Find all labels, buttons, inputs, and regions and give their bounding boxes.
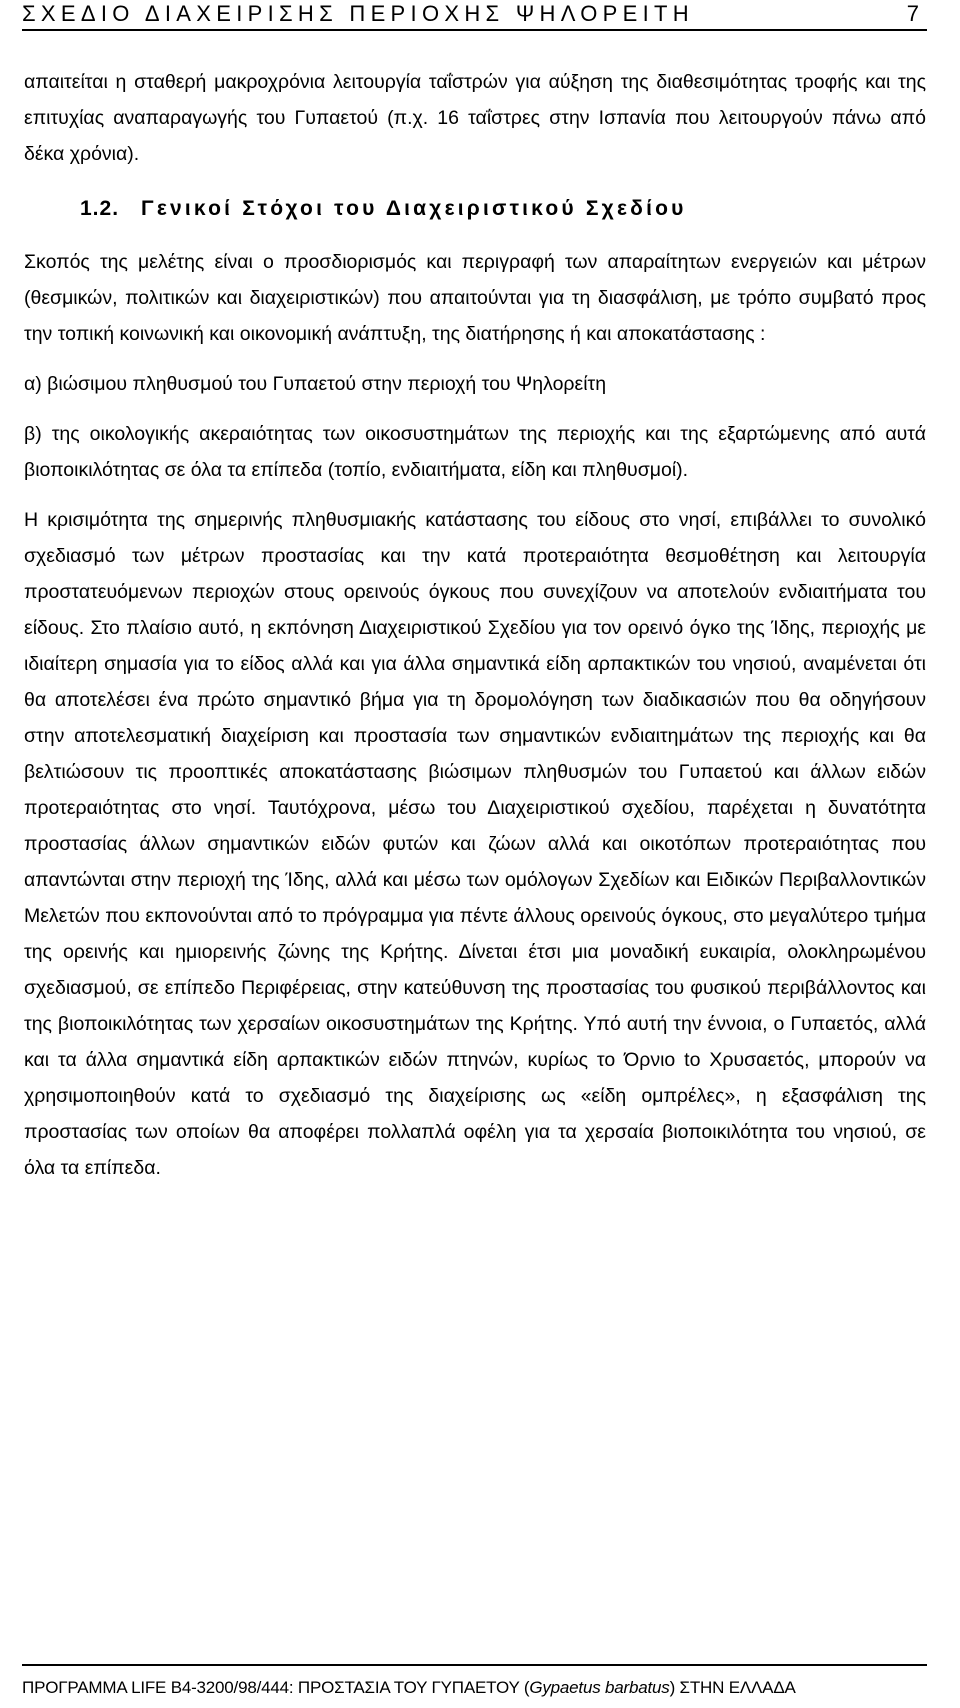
footer-suffix: ) ΣΤΗΝ ΕΛΛΑΔΑ bbox=[669, 1678, 796, 1697]
list-item-b: β) της οικολογικής ακεραιότητας των οικοσυστημάτων της περιοχής και της εξαρτώμενης από αυτά βιοποικιλότητας σε όλα τα επίπεδα (τοπίο, ενδιαιτήματα, είδη και πληθυσμοί). bbox=[24, 423, 926, 481]
main-paragraph: Η κρισιμότητα της σημερινής πληθυσμιακής κατάστασης του είδους στο νησί, επιβάλλει το συνολικό σχεδιασμό των μέτρων προστασίας και την κατά προτεραιότητα θεσμοθέτηση και λειτουργία προστατευόμενων περιοχών στους ορεινούς όγκους που συνεχίζουν να αποτελούν ενδιαιτήματα του είδους. Στο πλαίσιο αυτό, η εκπόνηση Διαχειριστικού Σχεδίου για τον ορεινό όγκο της Ίδης, περιοχής με ιδιαίτερη σημασία για το είδος αλλά και για άλλα σημαντικά είδη αρπακτικών του νησιού, αναμένεται ότι θα αποτελέσει ένα πρώτο σημαντικό βήμα για τη δρομολόγηση των διαδικασιών που θα οδηγήσουν στην αποτελεσματική διαχείριση και προστασία των σημαντικών ενδιαιτημάτων της περιοχής και θα βελτιώσουν τις προοπτικές αποκατάστασης βιώσιμων πληθυσμών του Γυπαετού και άλλων ειδών προτεραιότητας στο νησί. Ταυτόχρονα, μέσω του Διαχειριστικού σχεδίου, παρέχεται η δυνατότητα προστασίας άλλων σημαντικών ειδών φυτών και ζώων αλλά και οικοτόπων προτεραιότητας που απαντώνται στην περιοχή της Ίδης, αλλά και μέσω των ομόλογων Σχεδίων και Ειδικών Περιβαλλοντικών Μελετών που εκπονούνται από το πρόγραμμα για πέντε άλλους ορεινούς όγκους, στο μεγαλύτερο τμήμα της ορεινής και ημιορεινής ζώνης της Κρήτης. Δίνεται έτσι μια μοναδική ευκαιρία, ολοκληρωμένου σχεδιασμού, σε επίπεδο Περιφέρειας, στην κατεύθυνση της προστασίας του φυσικού περιβάλλοντος και της βιοποικιλότητας των χερσαίων οικοσυστημάτων της Κρήτης. Υπό αυτή την έννοια, ο Γυπαετός, αλλά και τα άλλα σημαντικά είδη αρπακτικών ειδών πτηνών, κυρίως το Όρνιο to Χρυσαετός, μπορούν να χρησιμοποιηθούν κατά το σχεδιασμό της διαχείρισης ως «είδη ομπρέλες», η εξασφάλιση της προστασίας των οποίων θα αποφέρει πολλαπλά οφέλη για τα χερσαία βιοποικιλότητα του νησιού, σε όλα τα επίπεδα. bbox=[24, 509, 926, 1179]
document-body bbox=[24, 64, 926, 1186]
header-title: ΣΧΕΔΙΟ ΔΙΑΧΕΙΡΙΣΗΣ ΠΕΡΙΟΧΗΣ ΨΗΛΟΡΕΙΤΗ bbox=[22, 1, 694, 26]
footer-species: Gypaetus barbatus bbox=[529, 1678, 670, 1697]
page-footer bbox=[22, 1664, 927, 1698]
section-number: 1.2. bbox=[80, 197, 120, 220]
footer-prefix: ΠΡΟΓΡΑΜΜΑ LIFE B4-3200/98/444: ΠΡΟΣΤΑΣΙΑ ΤΟΥ ΓΥΠΑΕΤΟΥ ( bbox=[22, 1678, 530, 1697]
section-heading bbox=[24, 191, 926, 227]
purpose-paragraph: Σκοπός της μελέτης είναι ο προσδιορισμός και περιγραφή των απαραίτητων ενεργειών και μέτρων (θεσμικών, πολιτικών και διαχειριστικών) που απαιτούνται για τη διασφάλιση, με τρόπο συμβατό προς την τοπική κοινωνική και οικονομική ανάπτυξη, της διατήρησης ή και αποκατάστασης : bbox=[24, 251, 926, 345]
section-title: Γενικοί Στόχοι του Διαχειριστικού Σχεδίου bbox=[141, 197, 687, 220]
page-number: 7 bbox=[906, 1, 919, 26]
list-item-a: α) βιώσιμου πληθυσμού του Γυπαετού στην περιοχή του Ψηλορείτη bbox=[24, 373, 607, 395]
intro-paragraph: απαιτείται η σταθερή μακροχρόνια λειτουργία ταΐστρών για αύξηση της διαθεσιμότητας τροφής και της επιτυχίας αναπαραγωγής του Γυπαετού (π.χ. 16 ταΐστρες στην Ισπανία που λειτουργούν πάνω από δέκα χρόνια). bbox=[24, 71, 926, 165]
page-header bbox=[22, 0, 927, 31]
